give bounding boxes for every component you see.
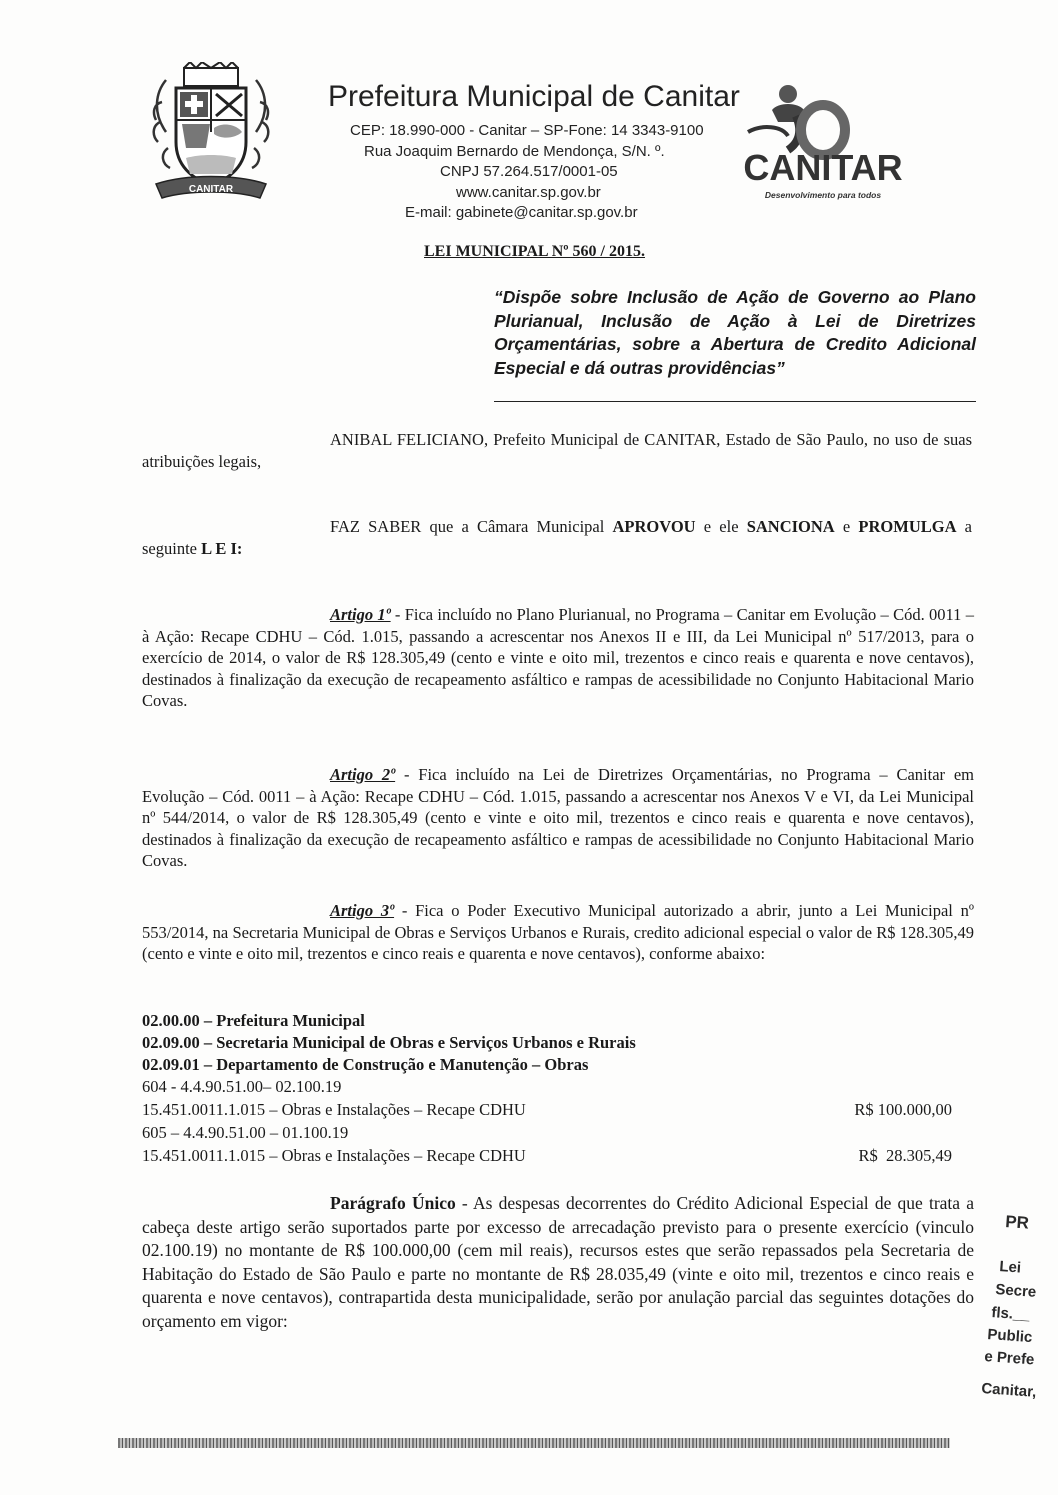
budget-row-amount: R$ 28.305,49 [858,1146,952,1165]
article-2-label: Artigo 2º [330,765,396,784]
budget-org-prefeitura: 02.00.00 – Prefeitura Municipal [142,1011,365,1030]
margin-stamp-line: Secre [994,1281,1037,1301]
header-cnpj: CNPJ 57.264.517/0001-05 [440,163,618,180]
header-email: E-mail: gabinete@canitar.sp.gov.br [405,204,638,221]
faz-saber-paragraph [142,516,972,559]
article-1-label: Artigo 1º [330,605,391,624]
law-title: LEI MUNICIPAL Nº 560 / 2015. [424,243,645,260]
budget-row-text: 15.451.0011.1.015 – Obras e Instalações – Recape CDHU [142,1146,526,1165]
budget-row [142,1099,952,1121]
scan-bottom-bar [118,1438,950,1448]
header-address: Rua Joaquim Bernardo de Mendonça, S/N. º. [364,143,665,160]
faz-saber-text-1: FAZ SABER que a Câmara Municipal [330,517,613,536]
faz-saber-text-4: a seguinte [142,517,973,558]
budget-row-text: 15.451.0011.1.015 – Obras e Instalações – Recape CDHU [142,1100,526,1119]
article-2 [142,764,974,872]
margin-stamp-line: e Prefe [983,1348,1035,1369]
budget-row [142,1122,952,1144]
paragrafo-unico [142,1192,974,1333]
article-2-text: - Fica incluído na Lei de Diretrizes Orçamentárias, no Programa – Canitar em Evolução – Cód. 0011 – à Ação: Recape CDHU – Cód. 1.015, passando a acrescentar nos Anexos V e VI, da Lei Municipal nº 544/2014, o valor de R$ 128.305,49 (cento e vinte e oito mil, trezentos e cinco reais e quarenta e nove centavos), destinados à finalização da execução de recapeamento asfáltico e rampas de acessibilidade no Conjunto Habitacional Mario Covas. [142,765,974,870]
budget-row [142,1145,952,1167]
sanciona-word: SANCIONA [746,517,835,536]
header-title: Prefeitura Municipal de Canitar [328,80,740,113]
logo-name-text: CANITAR [743,147,903,188]
lei-word: L E I: [201,538,243,558]
budget-org-departamento: 02.09.01 – Departamento de Construção e Manutenção – Obras [142,1055,589,1074]
margin-stamp-line: PR [1004,1212,1030,1233]
ementa-underline [494,401,976,402]
margin-stamp-line: Lei [998,1258,1022,1277]
paragrafo-unico-text: - As despesas decorrentes do Crédito Adicional Especial de que trata a cabeça deste artigo serão suportados parte por excesso de arrecadação previsto para o presente exercício (vinculo 02.100.19) no montante de R$ 100.000,00 (cem mil reais), recursos estes que serão repassados pela Secretaria de Habitação do Estado de São Paulo e parte no montante de R$ 28.035,49 (vinte e oito mil, trezentos e cinco reais e quarenta e nove centavos), contrapartida desta municipalidade, serão por anulação parcial das seguintes dotações do orçamento em vigor: [142,1193,974,1331]
article-1 [142,604,974,712]
margin-stamp-line: fls.__ [990,1304,1031,1324]
budget-row [142,1076,952,1098]
budget-row-text: 604 - 4.4.90.51.00– 02.100.19 [142,1077,342,1096]
mayor-paragraph: ANIBAL FELICIANO, Prefeito Municipal de CANITAR, Estado de São Paulo, no uso de suas atribuições legais, [142,430,972,471]
article-3-text: - Fica o Poder Executivo Municipal autorizado a abrir, junto a Lei Municipal nº 553/2014, na Secretaria Municipal de Obras e Serviços Urbanos e Rurais, credito adicional especial o valor de R$ 128.305,49 (cento e vinte e oito mil, trezentos e cinco reais e quarenta e nove centavos), conforme abaixo: [142,901,974,963]
margin-stamp-line: Public [986,1326,1033,1347]
crest-banner-text: CANITAR [188,184,234,195]
paragrafo-unico-label: Parágrafo Único [330,1193,456,1213]
header-cep-phone: CEP: 18.990-000 - Canitar – SP-Fone: 14 3343-9100 [350,122,704,139]
canitar-logo [728,80,918,205]
aprovou-word: APROVOU [612,517,696,536]
faz-saber-text-2: e ele [695,517,747,536]
budget-row-text: 605 – 4.4.90.51.00 – 01.100.19 [142,1123,349,1142]
faz-saber-text-3: e [834,517,859,536]
article-3 [142,900,974,965]
logo-tagline-text: Desenvolvimento para todos [764,190,882,200]
article-1-text: - Fica incluído no Plano Plurianual, no Programa – Canitar em Evolução – Cód. 0011 – à Ação: Recape CDHU – Cód. 1.015, passando a acrescentar nos Anexos II e III, da Lei Municipal nº 517/2013, para o exercício de 2014, o valor de R$ 128.305,49 (cento e vinte e oito mil, trezentos e cinco reais e quarenta e nove centavos), destinados à finalização da execução de recapeamento asfáltico e rampas de acessibilidade no Conjunto Habitacional Mario Covas. [142,605,974,710]
promulga-word: PROMULGA [858,517,957,536]
budget-org-secretaria: 02.09.00 – Secretaria Municipal de Obras e Serviços Urbanos e Rurais [142,1033,636,1052]
article-3-label: Artigo 3º [330,901,395,920]
budget-row-amount: R$ 100.000,00 [854,1100,952,1119]
header-website: www.canitar.sp.gov.br [456,184,601,201]
law-ementa: “Dispõe sobre Inclusão de Ação de Governo ao Plano Plurianual, Inclusão de Ação à Lei de Diretrizes Orçamentárias, sobre a Abertura de Credito Adicional Especial e dá outras providências” [494,287,976,378]
municipal-crest [146,62,276,212]
margin-stamp-line: Canitar, [980,1380,1037,1401]
